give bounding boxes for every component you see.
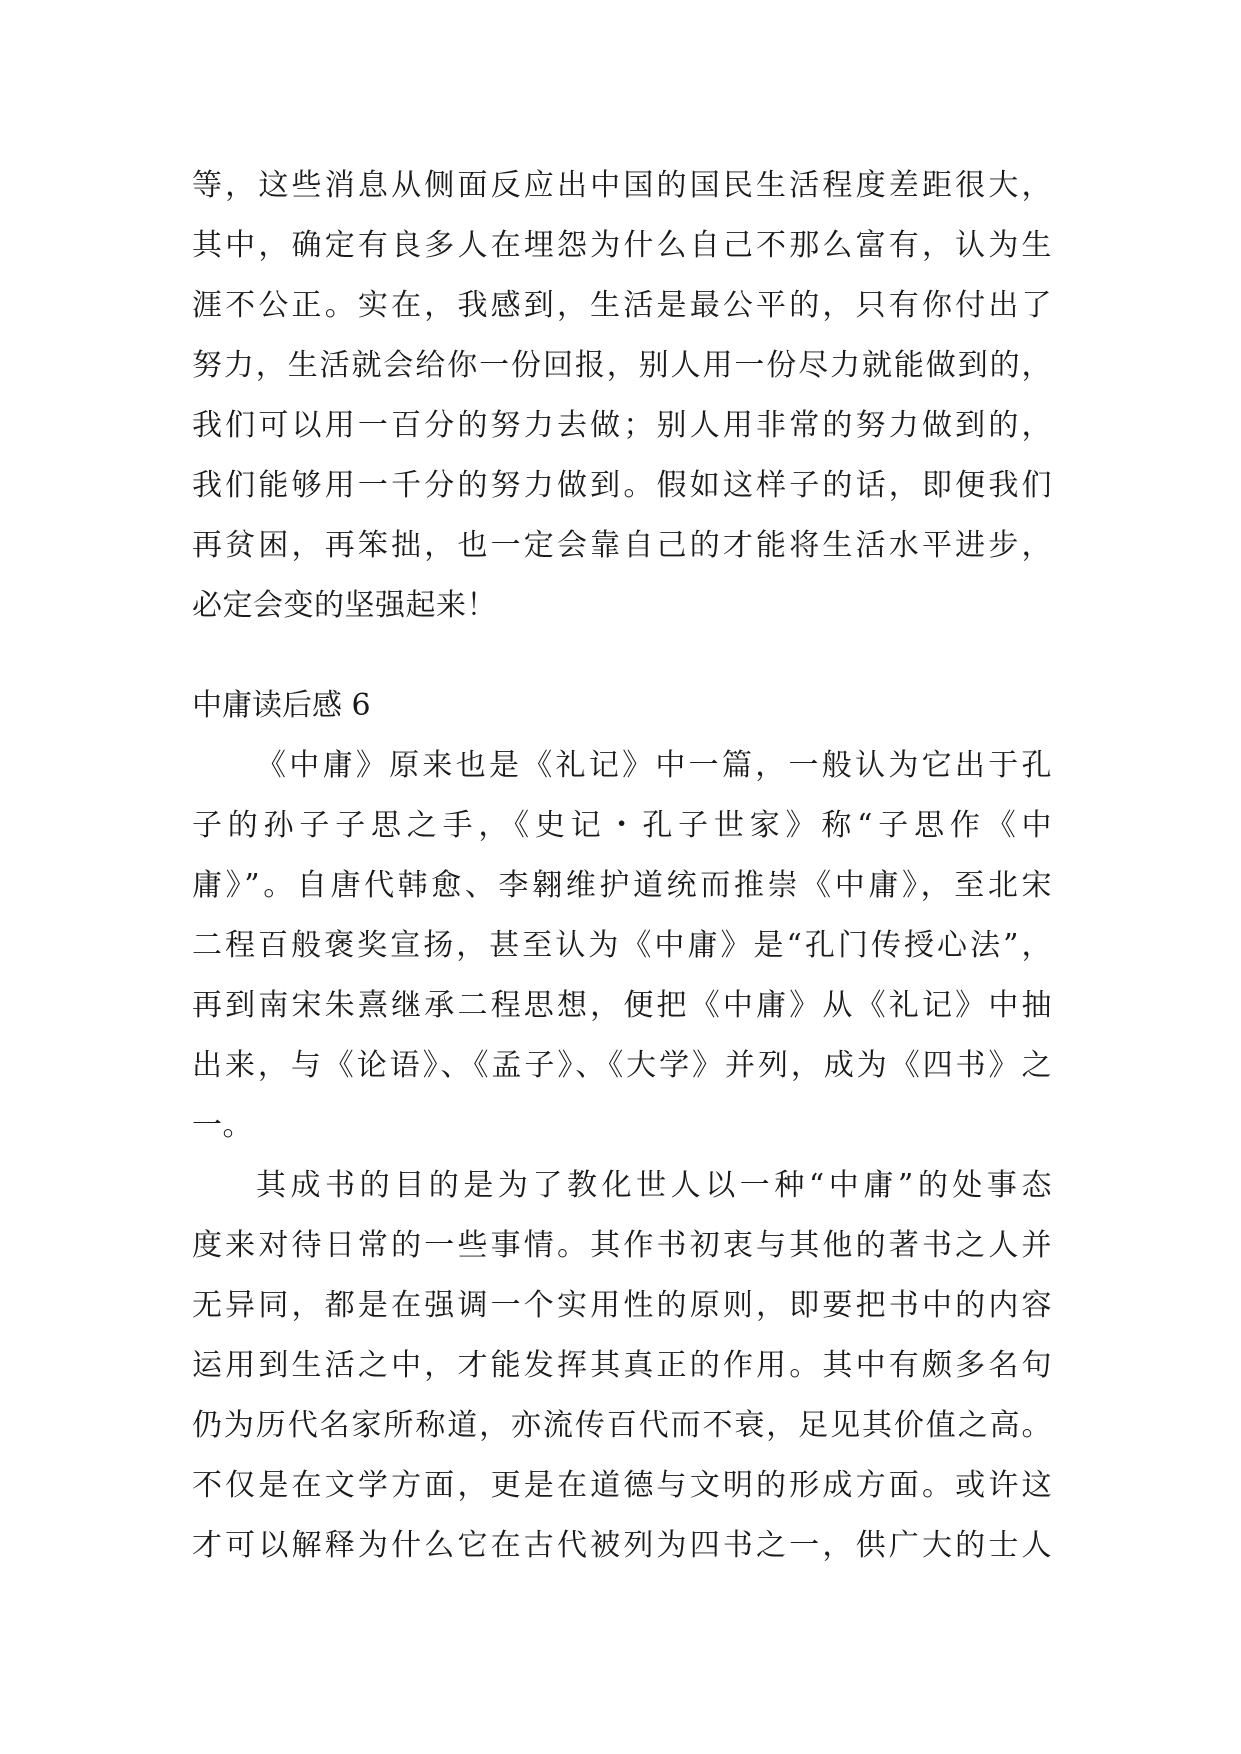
paragraph-line: 涯不公正。实在，我感到，生活是最公平的，只有你付出了 [192, 288, 1052, 323]
paragraph-line: 度来对待日常的一些事情。其作书初衷与其他的著书之人并 [192, 1228, 1052, 1263]
paragraph-line: 再贫困，再笨拙，也一定会靠自己的才能将生活水平进步， [192, 528, 1052, 563]
paragraph-line: 努力，生活就会给你一份回报，别人用一份尽力就能做到的， [192, 348, 1052, 383]
paragraph-line: 二程百般褒奖宣扬，甚至认为《中庸》是“孔门传授心法”， [192, 928, 1052, 963]
paragraph-line: 才可以解释为什么它在古代被列为四书之一，供广大的士人 [192, 1528, 1052, 1563]
paragraph-line: 再到南宋朱熹继承二程思想，便把《中庸》从《礼记》中抽 [192, 988, 1052, 1023]
paragraph-line: 一。 [192, 1108, 253, 1143]
paragraph-line: 不仅是在文学方面，更是在道德与文明的形成方面。或许这 [192, 1468, 1052, 1503]
paragraph-line: 运用到生活之中，才能发挥其真正的作用。其中有颇多名句 [192, 1348, 1052, 1383]
paragraph-line: 必定会变的坚强起来！ [192, 588, 497, 623]
paragraph-line: 无异同，都是在强调一个实用性的原则，即要把书中的内容 [192, 1288, 1052, 1323]
paragraph-line: 其中，确定有良多人在埋怨为什么自己不那么富有，认为生 [192, 228, 1052, 263]
paragraph-line: 《中庸》原来也是《礼记》中一篇，一般认为它出于孔 [256, 748, 1052, 783]
paragraph-line: 仍为历代名家所称道，亦流传百代而不衰，足见其价值之高。 [192, 1408, 1052, 1443]
paragraph-line: 我们可以用一百分的努力去做；别人用非常的努力做到的， [192, 408, 1052, 443]
paragraph-line: 我们能够用一千分的努力做到。假如这样子的话，即便我们 [192, 468, 1052, 503]
paragraph-line: 等，这些消息从侧面反应出中国的国民生活程度差距很大， [192, 168, 1052, 203]
section-title: 中庸读后感 6 [192, 688, 371, 723]
paragraph-line: 其成书的目的是为了教化世人以一种“中庸”的处事态 [256, 1168, 1052, 1203]
paragraph-line: 出来，与《论语》、《孟子》、《大学》并列，成为《四书》之 [192, 1048, 1052, 1083]
paragraph-line: 子的孙子子思之手，《史记・孔子世家》称“子思作《中 [192, 808, 1052, 843]
paragraph-line: 庸》”。自唐代韩愈、李翱维护道统而推崇《中庸》，至北宋 [192, 868, 1052, 903]
